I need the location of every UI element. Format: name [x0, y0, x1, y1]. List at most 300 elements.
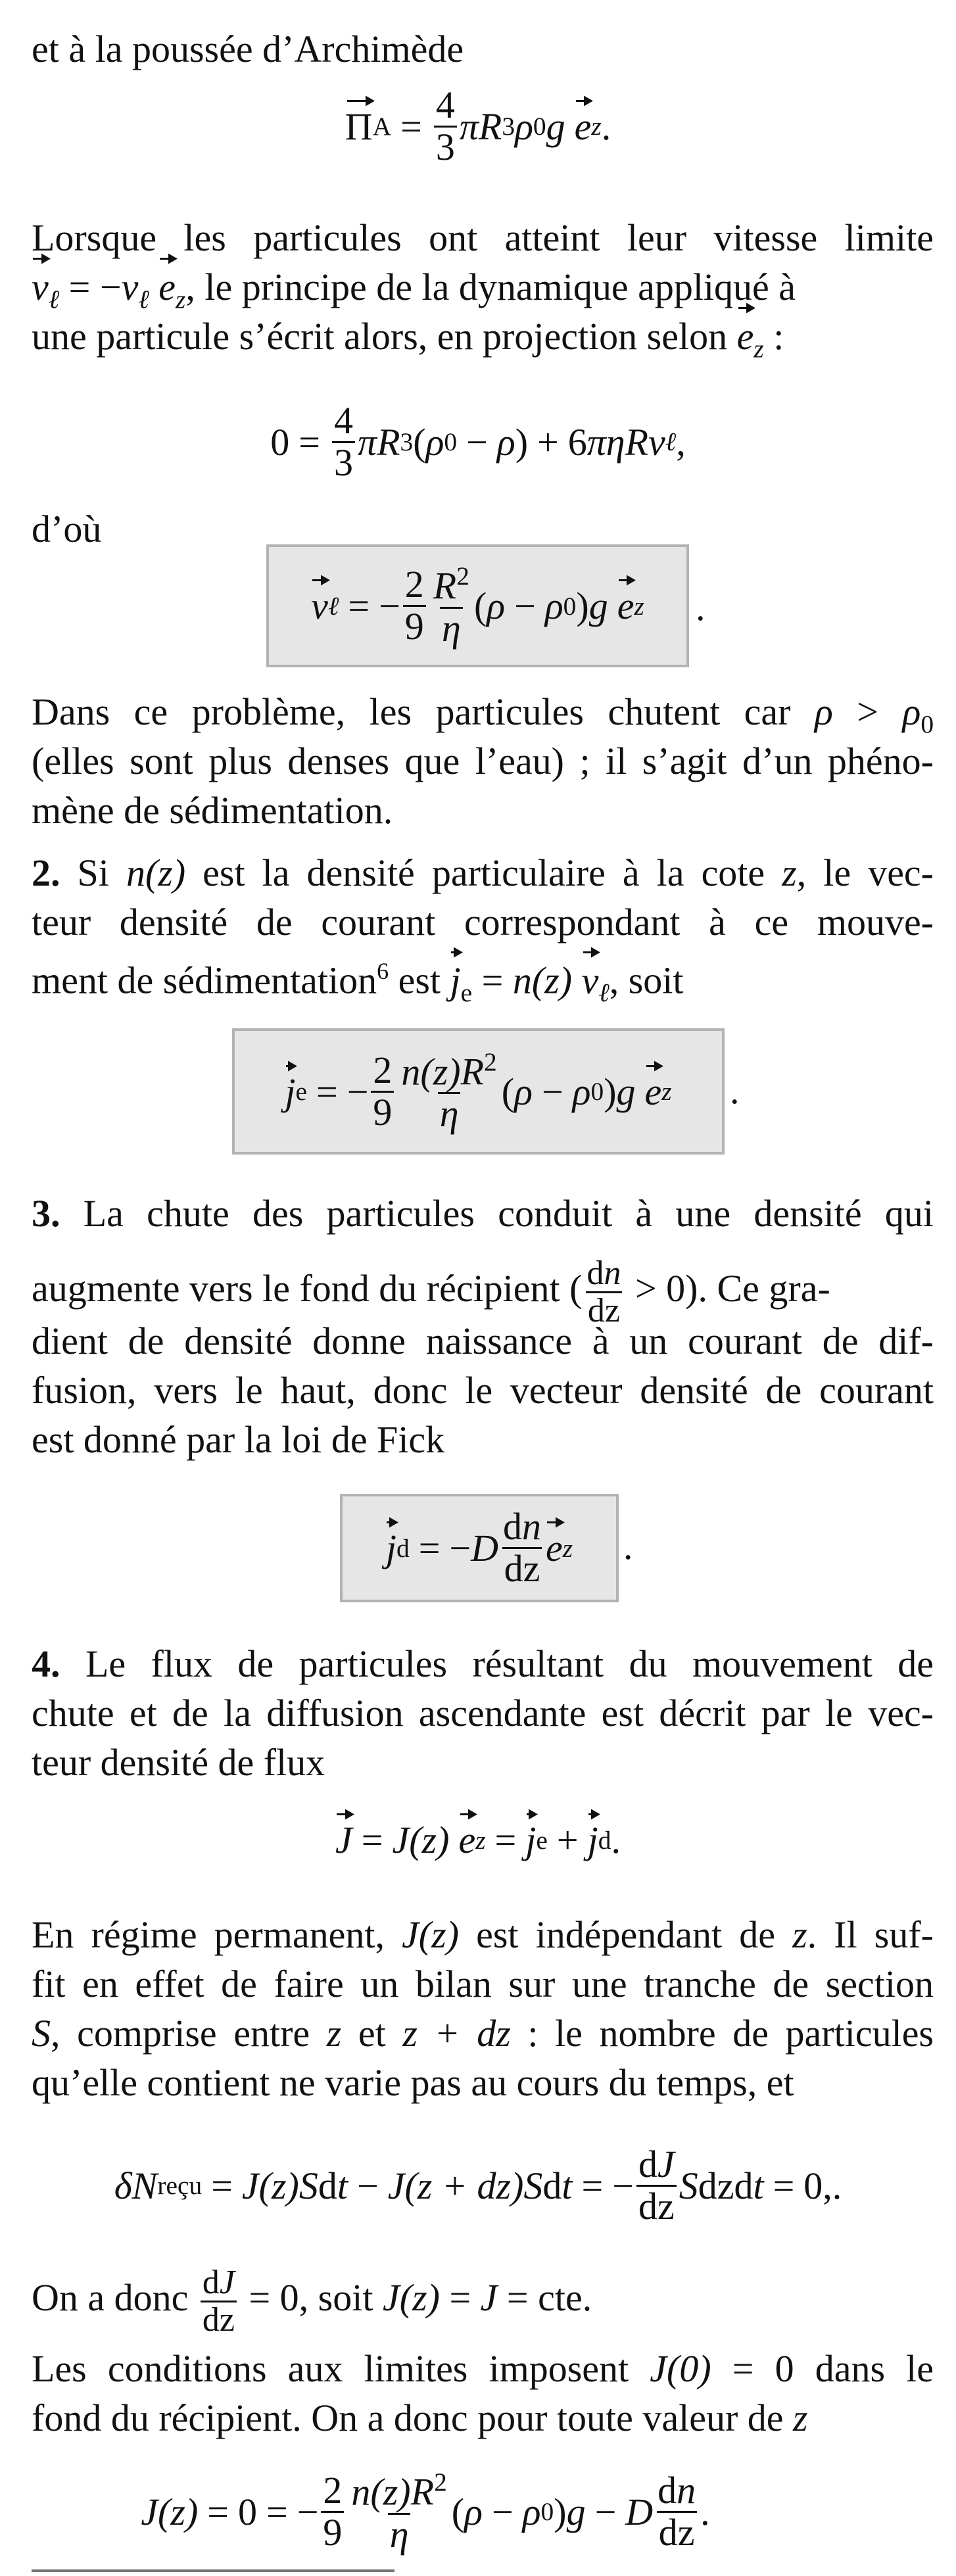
math-token: z [176, 285, 186, 314]
math-token: z [793, 2397, 808, 2439]
math-token: J(z) [402, 1913, 460, 1956]
math-token: 2 [323, 2468, 343, 2512]
equals: = [400, 105, 422, 148]
math-group [636, 2145, 677, 2185]
math-token: R [478, 105, 502, 148]
footnote-marker[interactable]: 6 [377, 958, 389, 984]
math-token: v [648, 420, 665, 464]
math-token: une particule s’écrit alors, en projection selon [32, 315, 737, 358]
math-token: e [574, 105, 592, 148]
math-token: Dans ce problème, les particules chutent car [32, 690, 791, 733]
equation-steady-state [0, 2469, 903, 2554]
math-token: π [459, 105, 479, 148]
math-token: . [700, 2490, 710, 2533]
math-token: − [297, 2490, 319, 2533]
math-token: mène de sédimentation. [32, 789, 393, 832]
math-token: 0 [533, 112, 546, 141]
math-token: = [299, 420, 321, 464]
equation-flux-vector [0, 1818, 956, 1862]
text-line [32, 2262, 934, 2339]
period: . [623, 1525, 633, 1567]
math-token: = [439, 2276, 481, 2319]
math-token: D [471, 1527, 499, 1569]
math-token: J [335, 1819, 352, 1861]
equation-dynamics [0, 401, 956, 483]
math-token: g [588, 584, 608, 627]
math-token: − [491, 2490, 514, 2533]
math-token: e [458, 1819, 476, 1861]
math-token: 3 [400, 427, 414, 457]
math-token: j [450, 959, 461, 1002]
math-group [201, 2265, 237, 2301]
math-group [345, 85, 611, 168]
math-token: z [475, 1825, 486, 1855]
math-group [386, 1507, 573, 1589]
math-token: − [357, 2164, 379, 2207]
math-token: n(z) [401, 1050, 461, 1093]
math-token: d [503, 1505, 523, 1548]
math-group [431, 563, 471, 607]
vector-j [525, 1818, 536, 1862]
text-line [32, 1316, 934, 1366]
math-token: 4 [435, 83, 455, 126]
equation-archimedes [0, 85, 956, 168]
vector-pi [345, 105, 373, 149]
math-token: J [657, 2143, 675, 2185]
math-token: z [661, 1077, 672, 1106]
vector-e [575, 105, 592, 149]
math-token: d [586, 1254, 604, 1292]
math-token: ( [501, 1070, 515, 1113]
math-token: chute et de la diffusion ascendante est décrit par le vec- [32, 1692, 934, 1734]
math-token: , le vec- [796, 851, 934, 894]
math-token: On a donc [32, 2276, 198, 2319]
vector-j [450, 956, 461, 1005]
math-token: augmente vers le fond du récipient ( [32, 1267, 583, 1310]
math-token: et [341, 2012, 403, 2055]
vector-j [285, 1070, 295, 1114]
math-token: j [285, 1070, 296, 1113]
math-token: dz [502, 1547, 542, 1589]
text-line [32, 736, 934, 786]
text-line [32, 2058, 934, 2107]
math-token: z [634, 591, 644, 621]
math-token: dz [657, 2511, 697, 2553]
math-token: z [782, 851, 797, 894]
math-token: 9 [321, 2511, 344, 2553]
math-token: = [361, 1819, 383, 1861]
boxed-equation-fick-law [340, 1494, 619, 1602]
math-token: ) [576, 584, 589, 627]
math-token: 6 [567, 420, 587, 464]
math-token: 3 [502, 112, 515, 141]
text-line [32, 312, 934, 364]
math-token: 0 [540, 2497, 554, 2527]
math-token: e [736, 315, 754, 358]
math-token: . Il suf- [807, 1913, 934, 1956]
math-group [114, 2145, 842, 2227]
math-group [285, 1049, 671, 1134]
math-token: J(z) [392, 1819, 450, 1861]
math-token: δ [114, 2164, 132, 2207]
math-token: ) [604, 1070, 617, 1113]
math-token: Le flux de particules résultant du mouvement de [85, 1642, 934, 1685]
math-token: est indépendant de [459, 1913, 793, 1956]
math-token: j [587, 1819, 598, 1861]
math-token: > 0). Ce gra- [625, 1267, 830, 1310]
fraction [434, 85, 457, 168]
math-token: g [566, 2490, 586, 2533]
math-token: ℓ [327, 591, 339, 621]
math-token: dient de densité donne naissance à un courant de dif- [32, 1320, 934, 1362]
math-token: d’où [32, 508, 102, 550]
text-line [32, 947, 934, 1008]
math-token: t [562, 2164, 573, 2207]
math-token: 2 [456, 561, 469, 591]
math-token: t [337, 2164, 348, 2207]
math-group [141, 2469, 709, 2554]
subscript: A [372, 112, 392, 141]
math-token: fusion, vers le haut, donc le vecteur densité de courant [32, 1369, 934, 1412]
math-token: d [657, 2468, 677, 2512]
math-token: e [536, 1825, 548, 1855]
math-token: > [857, 690, 878, 733]
math-group [349, 2469, 448, 2513]
math-token: 4 [334, 399, 354, 442]
math-token: z [326, 2012, 342, 2055]
math-token: d [542, 2164, 562, 2207]
math-token: ρ [515, 105, 533, 148]
math-token: 2 [373, 1048, 393, 1091]
fraction [349, 2469, 448, 2554]
math-token: η [606, 420, 625, 464]
math-token: j [385, 1527, 396, 1569]
math-token: J( [387, 2164, 418, 2207]
math-token: d [598, 1825, 611, 1855]
math-token: z [753, 334, 764, 364]
math-token: 0 [270, 420, 290, 464]
text-line [32, 2393, 934, 2443]
text-line [32, 1415, 934, 1464]
math-token: = [211, 2164, 233, 2207]
math-token: 9 [403, 605, 426, 647]
math-token: D [625, 2490, 654, 2533]
math-token: Les conditions aux limites imposent [32, 2347, 650, 2390]
fraction [501, 1507, 543, 1589]
math-token: ρ [522, 2490, 541, 2533]
math-token: J(0) [650, 2347, 711, 2390]
math-token: d [734, 2164, 753, 2207]
math-token: ℓ [665, 427, 677, 457]
math-token: − [449, 1527, 471, 1569]
math-token: z [562, 1533, 573, 1563]
vector-e [737, 312, 754, 361]
math-group [501, 1507, 543, 1547]
fraction [636, 2145, 677, 2227]
math-token: t [753, 2164, 764, 2207]
math-token: e [460, 978, 473, 1008]
math-token: π [358, 420, 377, 464]
fraction [656, 2468, 698, 2554]
math-token: 2 [404, 563, 424, 606]
math-token: Lorsque les particules ont atteint leur vitesse limite [32, 216, 934, 259]
math-token: = [481, 959, 504, 1002]
math-token: η [388, 2513, 411, 2555]
text-line [32, 1688, 934, 1738]
math-token: S [679, 2164, 698, 2207]
math-token: v [581, 959, 599, 1002]
math-token: j [525, 1819, 537, 1861]
math-token: ρ [496, 420, 515, 464]
math-token: , le principe de la dynamique appliqué à [185, 266, 796, 308]
math-token: e [158, 266, 176, 308]
math-token: S [299, 2164, 318, 2207]
text-line [32, 687, 934, 739]
math-token: v [32, 266, 49, 308]
section-number: 3. [32, 1192, 60, 1235]
vector-e [645, 1070, 662, 1114]
math-token: Si [77, 851, 126, 894]
text-line [32, 1189, 934, 1238]
fraction [371, 1048, 394, 1133]
math-token: 0 [237, 2490, 257, 2533]
math-token: e [295, 1077, 307, 1106]
section-number: 2. [32, 851, 60, 894]
math-token: = 0, soit [239, 2276, 383, 2319]
math-token: − [612, 2164, 634, 2207]
math-token: ρ [487, 584, 506, 627]
math-token: z + dz [417, 2164, 512, 2207]
math-token: z + dz [402, 2012, 511, 2055]
math-token: = [494, 1819, 517, 1861]
vector-v [582, 956, 599, 1005]
math-token: ρ [514, 1070, 533, 1113]
math-token: ( [413, 420, 426, 464]
fraction [403, 565, 426, 647]
math-group [656, 2468, 698, 2512]
math-token: n(z) [351, 2470, 411, 2514]
text-line [32, 2009, 934, 2058]
math-token: 2 [434, 2468, 447, 2496]
fraction [201, 2265, 237, 2339]
math-token: = [316, 1070, 338, 1113]
math-token: − [466, 420, 488, 464]
math-token: teur densité de courant correspondant à ce mouve- [32, 901, 934, 943]
math-token: + [537, 420, 559, 464]
text-line [32, 1639, 934, 1688]
math-group [585, 1256, 623, 1292]
math-token: e [546, 1527, 563, 1569]
text-line [32, 262, 934, 312]
vector-e [458, 1818, 475, 1862]
math-token: z [792, 1913, 807, 1956]
math-token: = [348, 584, 370, 627]
text-line [32, 1252, 934, 1330]
math-token: ρ [425, 420, 444, 464]
math-token: R [625, 420, 649, 464]
math-token: ρ [572, 1070, 591, 1113]
math-token: est donné par la loi de Fick [32, 1418, 445, 1461]
math-token: . [611, 1819, 621, 1861]
math-token: 0, [803, 2164, 832, 2207]
math-token: R [410, 2470, 435, 2514]
vector-v [311, 584, 328, 628]
math-token: = [207, 2490, 229, 2533]
math-token: d [396, 1533, 410, 1563]
period: . [696, 586, 705, 629]
text-line [32, 213, 934, 262]
math-token: − [514, 584, 536, 627]
math-token: J(z) [141, 2490, 199, 2533]
math-token: = [773, 2164, 795, 2207]
math-token: ment de sédimentation [32, 959, 377, 1002]
fraction [431, 563, 471, 648]
math-token: v [311, 584, 328, 627]
math-token: , comprise entre [51, 2012, 327, 2055]
text-line [32, 848, 934, 897]
vector-j [588, 1818, 598, 1862]
math-token: , soit [609, 959, 684, 1002]
math-token: ρ [814, 690, 833, 733]
math-token: = cte. [497, 2276, 592, 2319]
text-line [32, 1910, 934, 1959]
math-token: S [32, 2012, 51, 2055]
math-token: dz [636, 2185, 677, 2227]
math-token: ( [451, 2490, 465, 2533]
math-token: qu’elle contient ne varie pas au cours du temps, et [32, 2061, 794, 2104]
math-token: g [616, 1070, 636, 1113]
math-token: J(z) [241, 2164, 299, 2207]
vector-j [386, 1526, 396, 1570]
math-token: (elles sont plus denses que l’eau) ; il s’agit d’un phéno- [32, 740, 934, 782]
text-line [32, 24, 934, 74]
math-token: n [677, 2468, 696, 2512]
math-token: : le nombre de particules [510, 2012, 934, 2055]
footnote-separator [32, 2569, 394, 2572]
boxed-equation-sedimentation-current [232, 1028, 725, 1155]
math-token: ρ [902, 690, 921, 733]
math-token: , [676, 420, 686, 464]
math-token: ) [511, 2164, 524, 2207]
math-token: − [99, 266, 122, 308]
math-token: 9 [371, 1091, 394, 1133]
text-line [32, 2344, 934, 2393]
math-token: 3 [332, 441, 355, 483]
math-token: : [763, 315, 784, 358]
math-token: − [379, 584, 400, 627]
math-token: J [480, 2276, 498, 2319]
math-token: = [581, 2164, 604, 2207]
text-line [32, 1959, 934, 2009]
math-token: z [591, 112, 602, 141]
math-group [399, 1049, 498, 1093]
vector-e [546, 1526, 563, 1570]
math-token: 0 [444, 427, 458, 457]
math-token: 0 [563, 591, 577, 621]
math-token: d [318, 2164, 337, 2207]
math-token: 0 [920, 709, 934, 739]
math-token: ℓ [598, 978, 609, 1008]
math-token: = [266, 2490, 288, 2533]
math-token: n [522, 1505, 542, 1548]
text-line [32, 897, 934, 947]
math-token: 3 [434, 126, 457, 168]
math-token: n(z) [126, 851, 186, 894]
math-token: 0 [590, 1077, 604, 1106]
math-token: N [131, 2164, 158, 2207]
math-token: e [617, 584, 634, 627]
fraction [332, 401, 355, 483]
math-token: teur densité de flux [32, 1741, 325, 1784]
math-token: = 0 dans le [711, 2347, 934, 2390]
math-group [335, 1818, 621, 1862]
math-token: . [832, 2164, 842, 2207]
math-token: dz [698, 2164, 734, 2207]
text-line [32, 786, 934, 835]
math-token: η [440, 607, 463, 649]
math-token: d [638, 2143, 657, 2185]
math-token: R [460, 1050, 485, 1093]
math-token: − [347, 1070, 369, 1113]
math-token: π [586, 420, 606, 464]
boxed-equation-limit-velocity [266, 544, 689, 667]
math-token: + [556, 1819, 579, 1861]
math-group [902, 690, 934, 739]
vector-J [335, 1818, 352, 1862]
math-group [311, 563, 644, 648]
text-line [32, 1738, 934, 1787]
math-token: dz [586, 1291, 622, 1329]
math-group [270, 401, 685, 483]
math-token: ρ [544, 584, 563, 627]
vector-v [32, 262, 49, 312]
math-token: dz [201, 2301, 237, 2339]
math-token: est [389, 959, 450, 1002]
equation-particle-balance [0, 2145, 956, 2227]
math-token: S [523, 2164, 543, 2207]
math-token: d [202, 2263, 220, 2301]
math-token: J [219, 2263, 235, 2301]
math-token: La chute des particules conduit à une densité qui [83, 1192, 934, 1235]
text: et à la poussée d’Archimède [32, 28, 464, 70]
math-token: ( [473, 584, 487, 627]
math-token: v [121, 266, 139, 308]
math-token: 2 [484, 1047, 497, 1076]
math-token: R [433, 564, 457, 608]
math-token: . [601, 105, 611, 148]
math-token: reçu [157, 2171, 203, 2201]
math-token: ρ [464, 2490, 483, 2533]
math-token: e [644, 1070, 662, 1113]
math-token: ) [515, 420, 529, 464]
math-token: est la densité particulaire à la cote [185, 851, 782, 894]
fraction [321, 2468, 344, 2554]
vector-e [158, 262, 176, 312]
vector-e [617, 584, 634, 628]
math-token: fit en effet de faire un bilan sur une tranche de section [32, 1963, 934, 2005]
math-token: = [418, 1527, 441, 1569]
math-token: ℓ [138, 285, 149, 314]
math-token: En régime permanent, [32, 1913, 402, 1956]
section-number: 4. [32, 1642, 60, 1685]
period: . [730, 1069, 740, 1112]
math-token: fond du récipient. On a donc pour toute valeur de [32, 2397, 794, 2439]
math-token: R [377, 420, 400, 464]
math-token: ℓ [48, 285, 60, 314]
text-line [32, 1366, 934, 1415]
math-token: = [68, 266, 91, 308]
math-token: − [594, 2490, 617, 2533]
